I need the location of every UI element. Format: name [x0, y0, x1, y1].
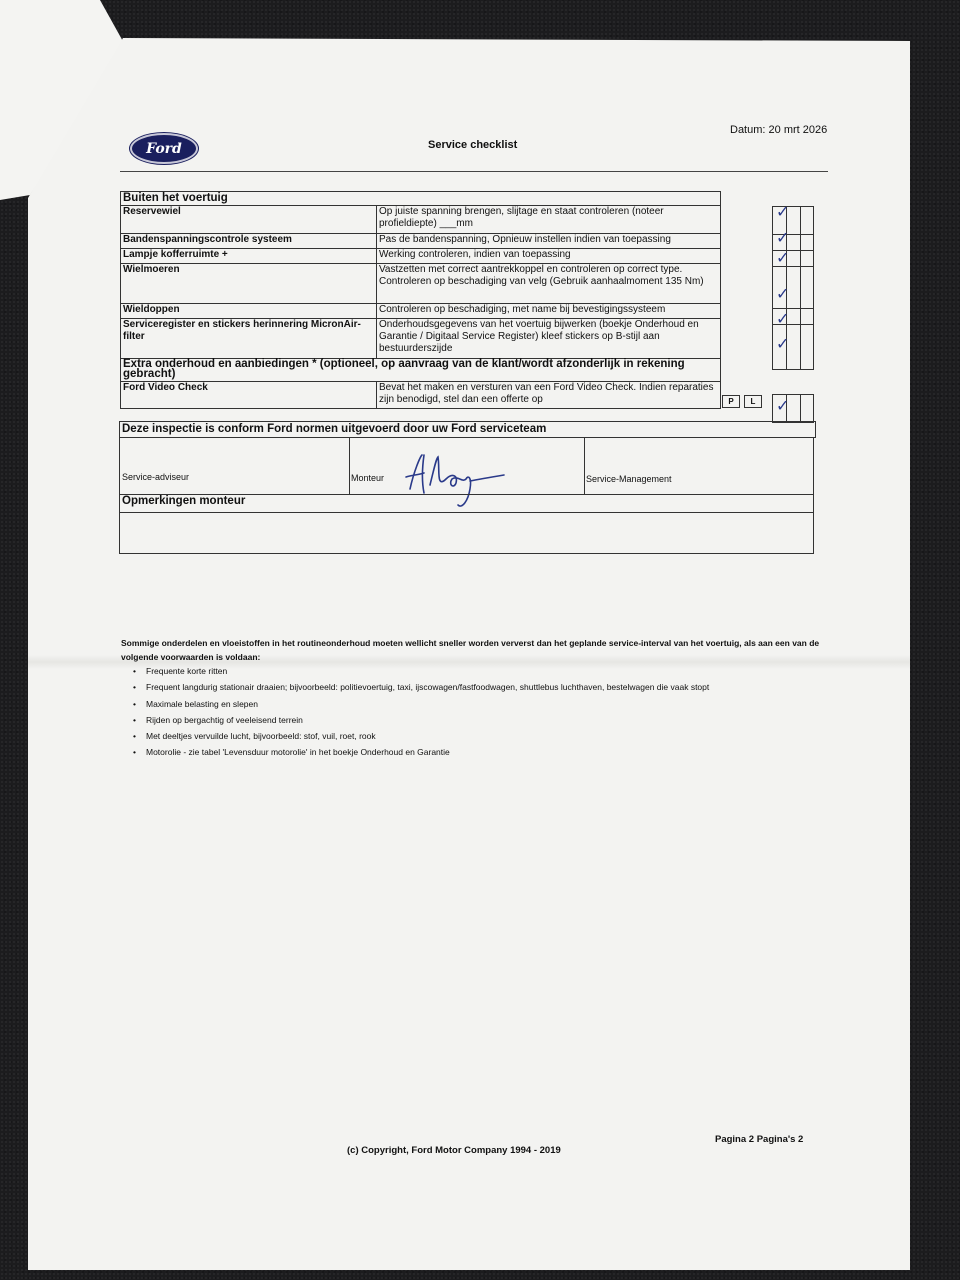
row-label: Reservewiel — [121, 206, 377, 234]
section-heading: Extra onderhoud en aanbiedingen * (optioneel, op aanvraag van de klant/wordt afzonderlijk in rekening gebracht) — [121, 359, 721, 382]
check-mark-icon: ✓ — [776, 309, 790, 328]
row-label: Lampje kofferruimte + — [121, 249, 377, 264]
list-item: • Met deeltjes vervuilde lucht, bijvoorbeeld: stof, vuil, roet, rook — [133, 728, 709, 744]
row-label: Ford Video Check — [121, 382, 377, 409]
check-mark-icon: ✓ — [776, 202, 790, 221]
remarks-box — [119, 494, 814, 554]
list-item: • Rijden op bergachtig of veeleisend terrein — [133, 712, 709, 728]
check-mark-icon: ✓ — [776, 248, 790, 267]
row-desc: Controleren op beschadiging, met name bij bevestigingssysteem — [377, 304, 721, 319]
row-desc: Werking controleren, indien van toepassing — [377, 249, 721, 264]
p-box: P — [722, 395, 740, 408]
maintenance-note: Sommige onderdelen en vloeistoffen in het routineonderhoud moeten wellicht sneller worden ververst dan het geplande service-interval van het voertuig, als aan een van de volgende voorwaarden is voldaan: — [121, 638, 820, 662]
l-box: L — [744, 395, 762, 408]
row-desc: Pas de bandenspanning, Opnieuw instellen indien van toepassing — [377, 234, 721, 249]
list-item: • Maximale belasting en slepen — [133, 696, 709, 712]
section-heading: Buiten het voertuig — [121, 192, 721, 206]
conditions-list — [133, 663, 709, 761]
mechanic-label: Monteur — [351, 473, 385, 483]
date — [730, 124, 827, 136]
check-mark-icon: ✓ — [776, 396, 790, 415]
list-item: • Frequent langdurig stationair draaien; bijvoorbeeld: politievoertuig, taxi, ijscowagen/fastfoodwagen, shuttlebus luchthaven, bestelwagen die vaak stopt — [133, 679, 709, 695]
service-advisor-label: Service-adviseur — [122, 472, 190, 482]
page-number: Pagina 2 Pagina's 2 — [715, 1134, 804, 1145]
remarks-heading: Opmerkingen monteur — [120, 495, 813, 513]
inspection-heading: Deze inspectie is conform Ford normen uitgevoerd door uw Ford serviceteam — [119, 421, 816, 438]
check-mark-icon: ✓ — [776, 284, 790, 303]
ford-logo: Ford — [130, 133, 198, 164]
signature-area — [119, 437, 814, 495]
service-management-label: Service-Management — [586, 474, 672, 484]
row-desc: Bevat het maken en versturen van een Ford Video Check. Indien reparaties zijn benodigd, stel dan een offerte op — [377, 382, 721, 409]
p-l-boxes — [722, 395, 762, 408]
row-desc: Vastzetten met correct aantrekkoppel en controleren op correct type. Controleren op beschadiging van velg (Gebruik aanhaalmoment 135 Nm) — [377, 264, 721, 304]
date-label: Datum: — [730, 124, 766, 136]
row-label: Wielmoeren — [121, 264, 377, 304]
checklist-table — [120, 191, 721, 409]
check-mark-icon: ✓ — [776, 334, 790, 353]
page-title: Service checklist — [428, 139, 518, 151]
row-label: Serviceregister en stickers herinnering MicronAir-filter — [121, 319, 377, 359]
header-divider — [120, 171, 828, 172]
row-label: Bandenspanningscontrole systeem — [121, 234, 377, 249]
row-label: Wieldoppen — [121, 304, 377, 319]
list-item: • Motorolie - zie tabel 'Levensduur motorolie' in het boekje Onderhoud en Garantie — [133, 744, 709, 760]
date-value: 20 mrt 2026 — [768, 124, 828, 136]
row-desc: Onderhoudsgegevens van het voertuig bijwerken (boekje Onderhoud en Garantie / Digitaal Service Register) kleef stickers op B-stijl aan bestuurderszijde — [377, 319, 721, 359]
copyright: (c) Copyright, Ford Motor Company 1994 - 2019 — [347, 1145, 561, 1156]
check-mark-icon: ✓ — [776, 228, 790, 247]
row-desc: Op juiste spanning brengen, slijtage en staat controleren (noteer profieldiepte) ___mm — [377, 206, 721, 234]
list-item: • Frequente korte ritten — [133, 663, 709, 679]
